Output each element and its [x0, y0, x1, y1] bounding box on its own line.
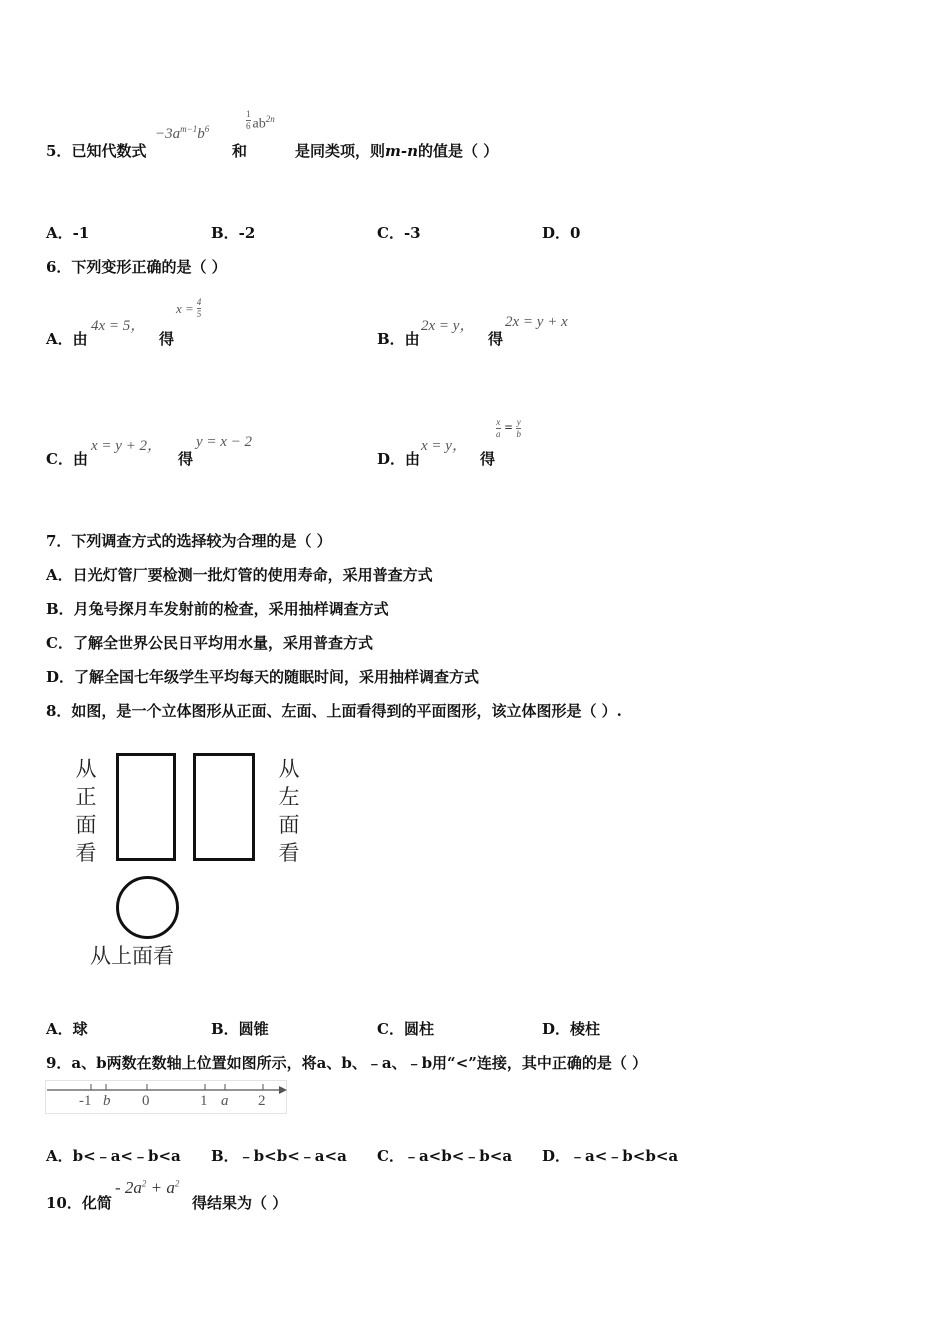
q6-option-c-eq1: x = y + 2， — [91, 438, 163, 454]
q9-label-b: b — [103, 1093, 111, 1109]
q5-term1-exp-b: 6 — [204, 124, 210, 134]
q6-option-a-de: 得 — [159, 330, 175, 348]
q5-term2-fraction — [246, 110, 251, 131]
q8-stem: 8．如图，是一个立体图形从正面、左面、上面看得到的平面图形，该立体图形是（ ）. — [46, 702, 622, 720]
q8-front-label-char: 从 — [75, 757, 97, 781]
q9-number-line — [45, 1080, 287, 1114]
q6-option-d-de: 得 — [480, 450, 496, 468]
q8-left-view-label — [277, 755, 301, 867]
q6-option-d-frac2 — [516, 418, 521, 439]
q7-option-b[interactable]: B．月兔号探月车发射前的检查，采用抽样调查方式 — [46, 600, 389, 618]
q5-term2-exp: 2n — [265, 114, 275, 124]
q6-option-b-de: 得 — [488, 330, 504, 348]
q5-stem — [46, 140, 146, 161]
q10-expression — [115, 1178, 179, 1198]
q5-prefix: 已知代数式 — [71, 142, 147, 160]
q6-option-d-d2: b — [516, 429, 521, 439]
q5-conj: 和 — [232, 142, 248, 160]
q5-option-d[interactable]: D．0 — [542, 224, 581, 242]
q9-label-minus1: -1 — [79, 1093, 92, 1109]
q9-label-a: a — [221, 1093, 229, 1109]
q8-option-c[interactable]: C．圆柱 — [377, 1020, 434, 1038]
q5-term2-num: 1 — [246, 109, 251, 119]
q6-option-a-lhs: x = — [176, 300, 194, 316]
q6-option-d-n2: y — [516, 417, 521, 427]
q9-label-1: 1 — [200, 1093, 208, 1109]
q5-term2-den: 6 — [246, 121, 251, 131]
q8-front-view-rect — [116, 753, 176, 861]
q5-term1-exp-a: m−1 — [180, 124, 198, 134]
q8-left-label-char: 从 — [278, 757, 300, 781]
q5-term1-coef: −3a — [155, 126, 181, 142]
q7-stem: 7．下列调查方式的选择较为合理的是（ ） — [46, 532, 332, 550]
q5-suffix-b: 的值是（ ） — [418, 142, 499, 160]
q6-option-a-eq1: 4x = 5， — [91, 318, 146, 334]
q10-exp-a: 2 — [141, 1178, 147, 1189]
q5-term1-b: b — [197, 126, 205, 142]
q8-left-label-char: 面 — [278, 813, 300, 837]
q5-option-a[interactable]: A．-1 — [46, 224, 90, 242]
q8-option-d[interactable]: D．棱柱 — [542, 1020, 601, 1038]
q6-option-a-fraction — [197, 298, 202, 319]
q9-option-b[interactable]: B．﹣b<b<﹣a<a — [211, 1147, 347, 1165]
q7-option-c[interactable]: C．了解全世界公民日平均用水量，采用普查方式 — [46, 634, 373, 652]
q8-option-a[interactable]: A．球 — [46, 1020, 88, 1038]
q9-label-2: 2 — [258, 1093, 266, 1109]
q6-option-d-eq1: x = y， — [421, 438, 467, 454]
q6-stem: 6．下列变形正确的是（ ） — [46, 258, 227, 276]
q5-suffix — [295, 140, 498, 161]
q5-suffix-a: 是同类项，则 — [295, 142, 386, 160]
q5-term1 — [155, 124, 209, 143]
q6-option-b-eq2: 2x = y + x — [505, 314, 568, 330]
q8-left-label-char: 看 — [278, 841, 300, 865]
q8-front-label-char: 正 — [75, 785, 97, 809]
q6-option-d-label[interactable]: D．由 — [377, 450, 421, 468]
q6-option-d-d1: a — [496, 429, 501, 439]
q7-option-d[interactable]: D．了解全国七年级学生平均每天的随眠时间，采用抽样调查方式 — [46, 668, 480, 686]
q6-option-d-eqsign: = — [504, 420, 513, 436]
q6-option-c-eq2: y = x − 2 — [196, 434, 253, 450]
q9-stem: 9．a、b两数在数轴上位置如图所示，将a、b、﹣a、﹣b用“<”连接，其中正确的是（ ） — [46, 1054, 648, 1072]
q8-option-b[interactable]: B．圆锥 — [211, 1020, 269, 1038]
q10-number: 10．化简 — [46, 1194, 112, 1212]
q6-option-c-de: 得 — [178, 450, 194, 468]
q6-option-a-num: 4 — [196, 297, 202, 307]
q9-option-c[interactable]: C．﹣a<b<﹣b<a — [377, 1147, 513, 1165]
q9-axis-arrow — [279, 1086, 287, 1094]
q5-term2-body: ab — [252, 116, 266, 132]
q6-option-a-result — [176, 298, 201, 319]
q5-number: 5． — [46, 142, 72, 160]
q6-option-b-label[interactable]: B．由 — [377, 330, 420, 348]
q6-option-d-result — [496, 418, 521, 439]
q6-option-d-n1: x — [496, 417, 501, 427]
q7-option-a[interactable]: A．日光灯管厂要检测一批灯管的使用寿命，采用普查方式 — [46, 566, 433, 584]
q6-option-d-frac1 — [496, 418, 501, 439]
q8-front-label-char: 面 — [75, 813, 97, 837]
q5-term2 — [246, 110, 275, 133]
q8-top-view-label: 从上面看 — [90, 944, 174, 968]
q6-option-a-den: 5 — [196, 309, 202, 319]
q9-option-d[interactable]: D．﹣a<﹣b<b<a — [542, 1147, 679, 1165]
q8-left-view-rect — [193, 753, 255, 861]
q8-top-view-circle — [116, 876, 179, 939]
q5-option-b[interactable]: B．-2 — [211, 224, 256, 242]
q5-suffix-var: m-n — [385, 142, 419, 160]
q10-expr-b: + a — [146, 1178, 175, 1197]
q8-front-label-char: 看 — [75, 841, 97, 865]
q8-front-view-label — [74, 755, 98, 867]
q5-option-c[interactable]: C．-3 — [377, 224, 421, 242]
q10-exp-b: 2 — [174, 1178, 180, 1189]
q6-option-a-label[interactable]: A．由 — [46, 330, 88, 348]
q6-option-b-eq1: 2x = y， — [421, 318, 475, 334]
q8-left-label-char: 左 — [278, 785, 300, 809]
q9-label-0: 0 — [142, 1093, 150, 1109]
q9-option-a[interactable]: A．b<﹣a<﹣b<a — [46, 1147, 181, 1165]
q10-expr-a: - 2a — [115, 1178, 142, 1197]
q10-suffix: 得结果为（ ） — [192, 1194, 288, 1212]
q6-option-c-label[interactable]: C．由 — [46, 450, 88, 468]
